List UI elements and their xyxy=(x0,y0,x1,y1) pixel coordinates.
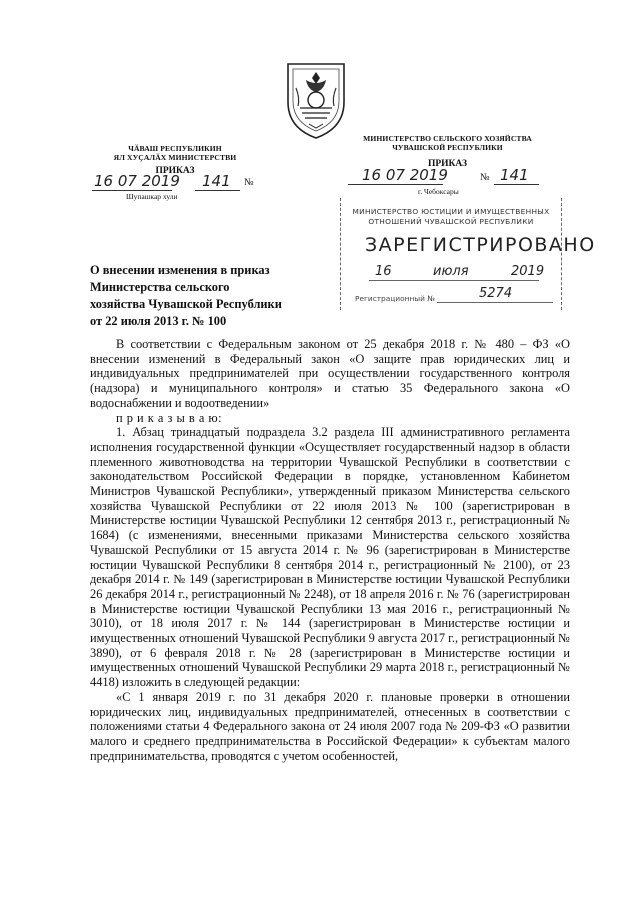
right-date-underline xyxy=(348,184,443,185)
left-header-line2: ЯЛ ХУҪАЛӐХ МИНИСТЕРСТВИ xyxy=(113,153,237,162)
stamp-reg-underline xyxy=(437,302,553,303)
right-number-underline xyxy=(494,184,539,185)
stamp-date-day: 16 xyxy=(375,264,392,279)
left-date-underline xyxy=(92,190,172,191)
right-city: г. Чебоксары xyxy=(418,187,459,196)
stamp-line1: МИНИСТЕРСТВО ЮСТИЦИИ И ИМУЩЕСТВЕННЫХ xyxy=(352,207,550,216)
left-header xyxy=(100,144,250,162)
left-header-line1: ЧӐВАШ РЕСПУБЛИКИН xyxy=(128,144,222,153)
stamp-registered: ЗАРЕГИСТРИРОВАНО xyxy=(365,234,596,256)
right-number-handwritten: 141 xyxy=(500,166,529,184)
stamp-date-year: 2019 xyxy=(511,264,545,279)
body-paragraph-3: «С 1 января 2019 г. по 31 декабря 2020 г. плановые проверки в отношении юридических лиц, индивидуальных предпринимателей, отнесенных в соответствии с положениями статьи 4 Федерального закона от 24 июля 2007 года № 209-ФЗ «О развитии малого и среднего предпринимательства в Российской Федерации» к субъектам малого предпринимательства, проводятся с учетом особенностей, xyxy=(90,689,570,763)
document-body xyxy=(90,337,570,763)
registration-stamp xyxy=(340,198,596,310)
title-line2: Министерства сельского xyxy=(90,280,230,294)
stamp-reg-label: Регистрационный № xyxy=(355,294,435,303)
body-paragraph-2: 1. Абзац тринадцатый подраздела 3.2 раздела III административного регламента исполнения государственной функции «Осуществляет государственный надзор в области племенного животноводства на территории Чувашской Республики в соответствии с законодательством Российской Федерации в порядке, установленном Кабинетом Министров Чувашской Республики», утвержденный приказом Министерства сельского хозяйства Чувашской Республики от 22 июля 2013 № 100 (зарегистрирован в Министерстве юстиции Чувашской Республики 12 сентября 2013 г., регистрационный № 1684) (с изменениями, внесенными приказами Министерства сельского хозяйства Чувашской Республики от 15 августа 2014 г. № 96 (зарегистрирован в Министерстве юстиции Чувашской Республики 8 сентября 2014 г., регистрационный № 2100), от 23 декабря 2014 г. № 149 (зарегистрирован в Министерстве юстиции Чувашской Республики 26 декабря 2014 г., регистрационный № 2248), от 18 апреля 2016 г. № 76 (зарегистрирован в Министерстве юстиции Чувашской Республики 13 мая 2016 г., регистрационный № 3010), от 18 июля 2017 г. № 144 (зарегистрирован в Министерстве юстиции и имущественных отношений Чувашской Республики 9 августа 2017 г., регистрационный № 3890), от 6 февраля 2018 г. № 28 (зарегистрирован в Министерстве юстиции и имущественных отношений Чувашской Республики 29 марта 2018 г., регистрационный № 4418) изложить в следующей редакции: xyxy=(90,425,570,690)
title-line4: от 22 июля 2013 г. № 100 xyxy=(90,314,227,328)
right-date-handwritten: 16 07 2019 xyxy=(362,166,448,184)
left-prikaz-label: ПРИКАЗ xyxy=(155,166,195,176)
body-paragraph-1: В соответствии с Федеральным законом от 25 декабря 2018 г. № 480 – ФЗ «О внесении изменений в Федеральный закон «О защите прав юридических лиц и индивидуальных предпринимателей при осуществлении государственного контроля (надзора) и муниципального контроля» и статью 35 Федерального закона «О водоснабжении и водоотведении» xyxy=(90,337,570,410)
left-number-handwritten: 141 xyxy=(202,172,231,190)
document-title xyxy=(90,262,330,330)
right-header xyxy=(355,134,540,152)
body-paragraph-order: п р и к а з ы в а ю: xyxy=(116,410,223,425)
coat-of-arms-emblem xyxy=(278,58,354,140)
left-number-underline xyxy=(195,190,240,191)
stamp-date-underline xyxy=(369,280,539,281)
left-date-handwritten: 16 07 2019 xyxy=(94,172,180,190)
right-prikaz-label: ПРИКАЗ xyxy=(427,159,468,169)
stamp-reg-number: 5274 xyxy=(479,286,513,301)
right-number-sign: № xyxy=(480,172,490,183)
title-line1: О внесении изменения в приказ xyxy=(90,263,270,277)
right-header-line1: МИНИСТЕРСТВО СЕЛЬСКОГО ХОЗЯЙСТВА xyxy=(363,134,532,143)
left-number-sign: № xyxy=(244,177,254,188)
stamp-date-month: июля xyxy=(433,264,469,279)
right-header-line2: ЧУВАШСКОЙ РЕСПУБЛИКИ xyxy=(392,143,503,152)
left-city: Шупашкар хули xyxy=(126,192,178,201)
stamp-line2: ОТНОШЕНИЙ ЧУВАШСКОЙ РЕСПУБЛИКИ xyxy=(368,217,534,226)
title-line3: хозяйства Чувашской Республики xyxy=(90,297,282,311)
